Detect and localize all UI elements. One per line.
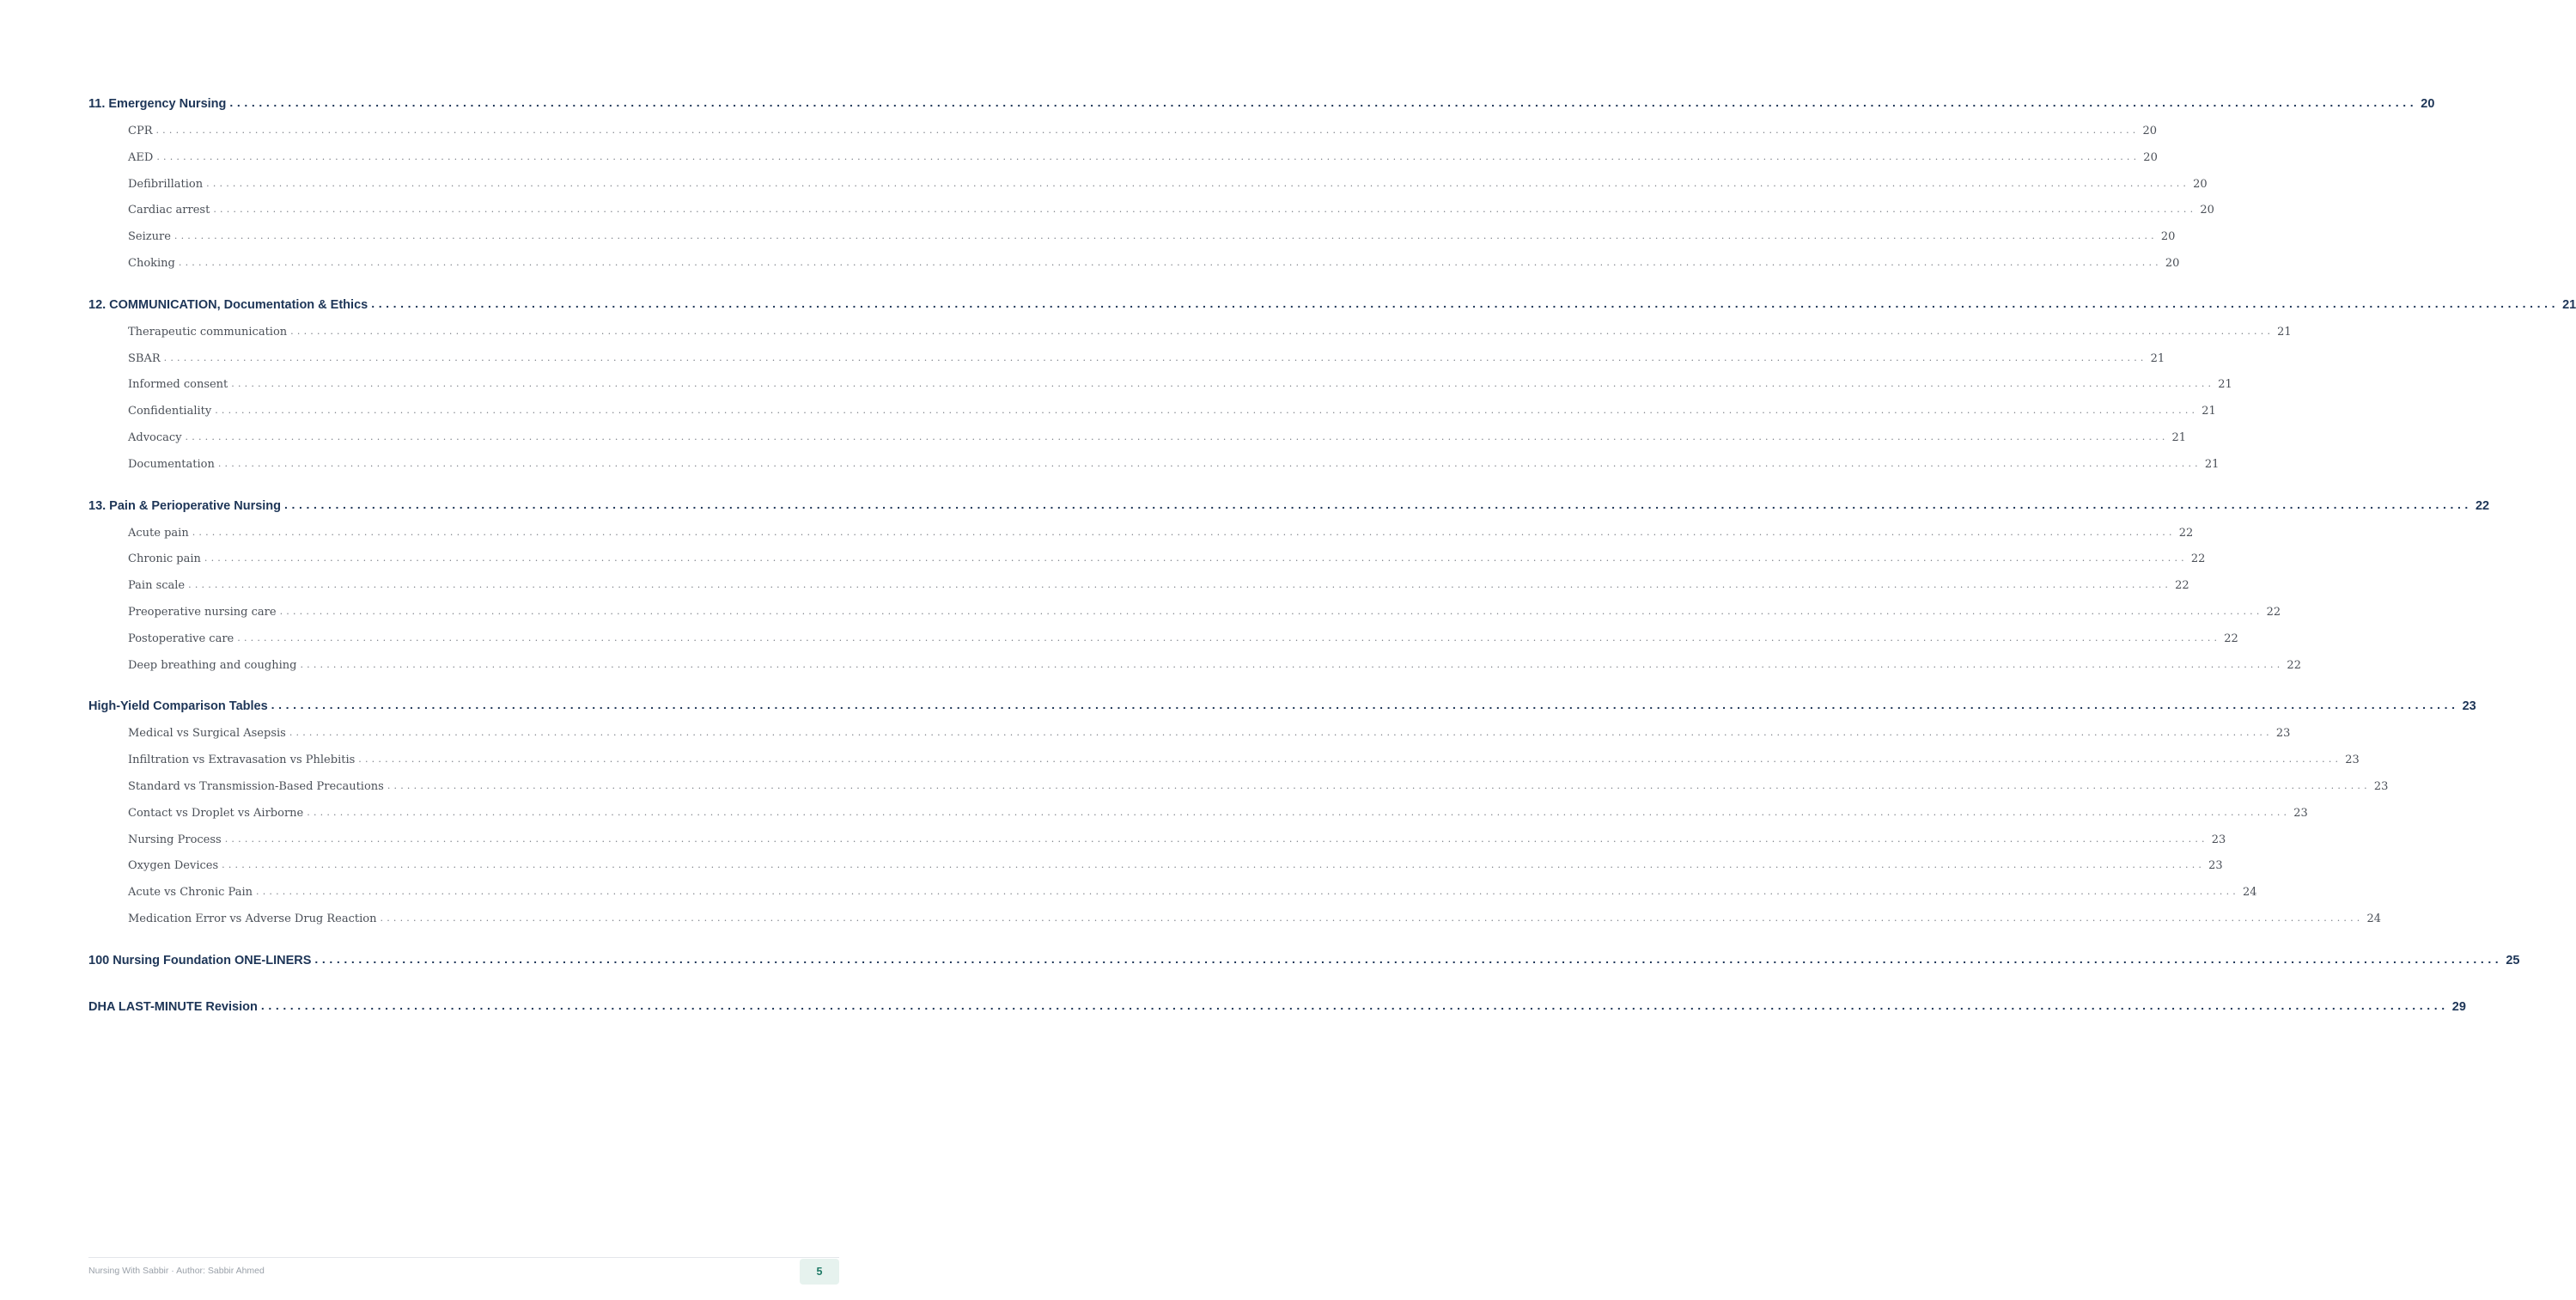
dot-leader: ............................................................................................................................................................................................................................................................................................................ (185, 430, 2169, 442)
dot-leader: ............................................................................................................................................................................................................................................................................................................ (358, 754, 2342, 766)
toc-item[interactable] (88, 779, 2389, 807)
dot-leader: ............................................................................................................................................................................................................................................................................................................ (279, 605, 2263, 617)
toc-item[interactable] (88, 405, 2216, 431)
toc-item-label: Therapeutic communication (128, 325, 288, 339)
table-of-contents (88, 95, 2576, 1039)
toc-heading-title: 12. COMMUNICATION, Documentation & Ethics (88, 297, 368, 312)
dot-leader: ............................................................................................................................................................................................................................................................................................................ (215, 405, 2199, 417)
toc-heading-entry[interactable] (88, 497, 2490, 524)
toc-item-page: 21 (2201, 405, 2216, 418)
toc-item[interactable] (88, 806, 2308, 833)
toc-item-label: Cardiac arrest (128, 204, 210, 217)
toc-item-label: Informed consent (128, 378, 228, 392)
toc-item[interactable] (88, 912, 2382, 939)
toc-item-page: 21 (2277, 325, 2292, 339)
dot-leader: ............................................................................................................................................................................................................................................................................................................ (289, 727, 2273, 739)
dot-leader: ............................................................................................................................................................................................................................................................................................................ (178, 256, 2162, 268)
toc-item-page: 24 (2242, 886, 2257, 900)
toc-item-label: Choking (128, 256, 175, 270)
dot-leader: ............................................................................................................................................................................................................................................................................................................ (192, 526, 2176, 538)
dot-leader: ............................................................................................................................................................................................................................................................................................................ (260, 998, 2449, 1012)
toc-item-page: 22 (2266, 605, 2281, 619)
dot-leader: ............................................................................................................................................................................................................................................................................................................ (229, 95, 2418, 109)
toc-heading-page: 21 (2562, 297, 2576, 312)
page-number-badge: 5 (800, 1259, 839, 1285)
toc-heading-title: High-Yield Comparison Tables (88, 699, 268, 714)
toc-item-page: 22 (2175, 579, 2189, 593)
dot-leader: ............................................................................................................................................................................................................................................................................................................ (284, 497, 2472, 511)
toc-item-label: Chronic pain (128, 552, 201, 566)
toc-item[interactable] (88, 351, 2165, 379)
toc-item[interactable] (88, 204, 2214, 230)
toc-item-page: 22 (2190, 552, 2206, 566)
toc-item-page: 20 (2165, 256, 2180, 270)
toc-item[interactable] (88, 754, 2360, 780)
toc-item-page: 21 (2218, 378, 2232, 392)
toc-section (88, 951, 2520, 979)
toc-section (88, 95, 2435, 284)
toc-item-label: Infiltration vs Extravasation vs Phlebitis (128, 754, 356, 767)
toc-item-page: 23 (2293, 806, 2308, 820)
dot-leader: ............................................................................................................................................................................................................................................................................................................ (371, 296, 2560, 310)
dot-leader: ............................................................................................................................................................................................................................................................................................................ (237, 632, 2221, 644)
toc-item[interactable] (88, 859, 2223, 886)
toc-heading-title: 11. Emergency Nursing (88, 97, 227, 111)
toc-item-label: Contact vs Droplet vs Airborne (128, 806, 304, 820)
toc-heading-entry[interactable] (88, 951, 2520, 979)
toc-item[interactable] (88, 378, 2232, 405)
toc-heading-page: 22 (2475, 498, 2490, 513)
toc-item-page: 22 (2224, 632, 2238, 645)
toc-item-page: 23 (2373, 779, 2389, 793)
toc-heading-page: 29 (2451, 999, 2466, 1014)
toc-item-page: 23 (2275, 727, 2291, 741)
toc-item-page: 22 (2287, 658, 2301, 672)
toc-item-label: Oxygen Devices (128, 859, 219, 873)
toc-heading-page: 23 (2462, 699, 2476, 714)
toc-item-label: AED (128, 150, 154, 164)
toc-item-label: Medication Error vs Adverse Drug Reaction (128, 912, 377, 925)
dot-leader: ............................................................................................................................................................................................................................................................................................................ (204, 552, 2188, 565)
toc-item[interactable] (88, 886, 2257, 912)
dot-leader: ............................................................................................................................................................................................................................................................................................................ (213, 204, 2197, 216)
toc-item-label: Acute vs Chronic Pain (128, 886, 253, 900)
toc-item[interactable] (88, 125, 2158, 151)
toc-item-label: Medical vs Surgical Asepsis (128, 727, 286, 741)
toc-item[interactable] (88, 552, 2206, 579)
toc-item[interactable] (88, 605, 2281, 632)
toc-heading-entry[interactable] (88, 698, 2476, 724)
dot-leader: ............................................................................................................................................................................................................................................................................................................ (231, 378, 2215, 390)
toc-item-label: Pain scale (128, 579, 186, 593)
toc-item[interactable] (88, 230, 2176, 257)
dot-leader: ............................................................................................................................................................................................................................................................................................................ (188, 579, 2172, 591)
toc-item-label: Seizure (128, 230, 171, 244)
toc-item-label: Defibrillation (128, 177, 204, 191)
toc-heading-title: 100 Nursing Foundation ONE-LINERS (88, 953, 312, 967)
dot-leader: ............................................................................................................................................................................................................................................................................................................ (307, 806, 2291, 818)
toc-section (88, 998, 2466, 1025)
toc-item[interactable] (88, 325, 2292, 352)
toc-item-label: Standard vs Transmission-Based Precautions (128, 779, 384, 793)
toc-item-label: Acute pain (128, 526, 189, 540)
toc-item-page: 21 (2204, 457, 2220, 471)
toc-item[interactable] (88, 658, 2301, 686)
toc-item-label: Preoperative nursing care (128, 605, 277, 619)
toc-heading-title: DHA LAST-MINUTE Revision (88, 999, 258, 1014)
toc-item-label: Nursing Process (128, 833, 222, 846)
toc-item-label: SBAR (128, 351, 161, 365)
toc-item[interactable] (88, 150, 2158, 178)
toc-item-label: Advocacy (128, 430, 182, 444)
toc-item[interactable] (88, 256, 2180, 284)
toc-heading-page: 25 (2506, 953, 2520, 967)
toc-item-page: 23 (2211, 833, 2226, 846)
toc-item-page: 22 (2178, 526, 2194, 540)
toc-section (88, 296, 2576, 485)
dot-leader: ............................................................................................................................................................................................................................................................................................................ (314, 951, 2503, 966)
toc-item-page: 20 (2200, 204, 2214, 217)
toc-item-page: 23 (2208, 859, 2223, 873)
toc-item-page: 21 (2150, 351, 2165, 365)
footer-brand: Nursing With Sabbir · Author: Sabbir Ahmed (88, 1266, 265, 1276)
dot-leader: ............................................................................................................................................................................................................................................................................................................ (217, 457, 2201, 469)
toc-item-label: Documentation (128, 457, 215, 471)
dot-leader: ............................................................................................................................................................................................................................................................................................................ (380, 912, 2364, 924)
dot-leader: ............................................................................................................................................................................................................................................................................................................ (224, 833, 2208, 845)
toc-item-label: Confidentiality (128, 405, 212, 418)
toc-item[interactable] (88, 632, 2238, 659)
dot-leader: ............................................................................................................................................................................................................................................................................................................ (290, 325, 2275, 337)
toc-item[interactable] (88, 457, 2220, 485)
toc-item-page: 23 (2345, 754, 2360, 767)
toc-section (88, 698, 2476, 938)
dot-leader: ............................................................................................................................................................................................................................................................................................................ (163, 351, 2147, 363)
dot-leader: ............................................................................................................................................................................................................................................................................................................ (206, 177, 2190, 189)
toc-item-page: 20 (2160, 230, 2176, 244)
toc-item-label: Deep breathing and coughing (128, 658, 297, 672)
toc-item[interactable] (88, 177, 2208, 204)
toc-heading-entry[interactable] (88, 95, 2435, 122)
dot-leader: ............................................................................................................................................................................................................................................................................................................ (256, 886, 2239, 898)
toc-item-label: Postoperative care (128, 632, 234, 645)
dot-leader: ............................................................................................................................................................................................................................................................................................................ (222, 859, 2206, 871)
toc-item-page: 20 (2142, 125, 2158, 137)
dot-leader: ............................................................................................................................................................................................................................................................................................................ (155, 125, 2140, 136)
toc-item-page: 20 (2143, 150, 2158, 164)
dot-leader: ............................................................................................................................................................................................................................................................................................................ (271, 698, 2459, 712)
dot-leader: ............................................................................................................................................................................................................................................................................................................ (174, 230, 2158, 242)
toc-item-page: 20 (2193, 177, 2208, 191)
toc-item[interactable] (88, 727, 2291, 754)
toc-item[interactable] (88, 579, 2189, 606)
toc-heading-title: 13. Pain & Perioperative Nursing (88, 498, 282, 513)
dot-leader: ............................................................................................................................................................................................................................................................................................................ (300, 658, 2284, 670)
page-footer (88, 1257, 839, 1285)
toc-item-page: 24 (2366, 912, 2382, 925)
toc-section (88, 497, 2490, 686)
toc-item-label: CPR (128, 125, 153, 137)
toc-item[interactable] (88, 430, 2187, 458)
dot-leader: ............................................................................................................................................................................................................................................................................................................ (156, 150, 2141, 162)
toc-item-page: 21 (2171, 430, 2187, 444)
toc-item[interactable] (88, 526, 2194, 553)
dot-leader: ............................................................................................................................................................................................................................................................................................................ (387, 779, 2371, 791)
toc-heading-entry[interactable] (88, 296, 2576, 323)
toc-heading-entry[interactable] (88, 998, 2466, 1025)
toc-item[interactable] (88, 833, 2226, 860)
toc-heading-page: 20 (2421, 97, 2435, 111)
